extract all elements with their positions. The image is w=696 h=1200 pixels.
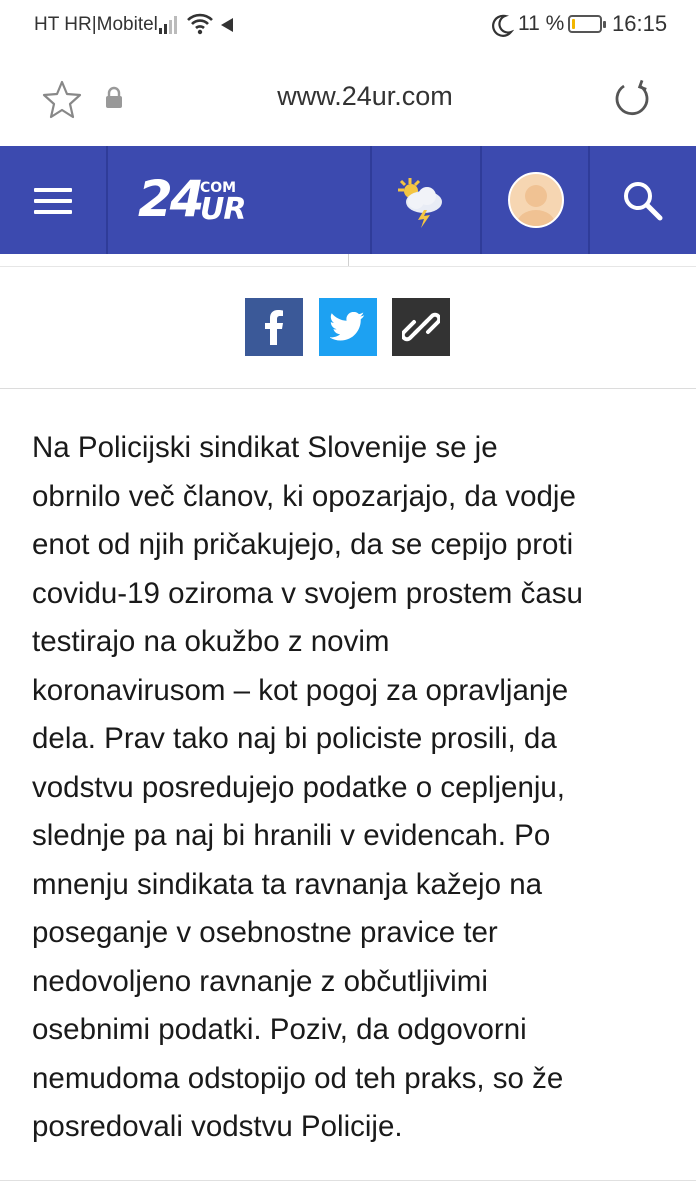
browser-url-bar bbox=[0, 54, 696, 146]
bottom-divider bbox=[0, 1180, 696, 1181]
article-line: nedovoljeno ravnanje z občutljivimi bbox=[32, 964, 488, 998]
article-line: testirajo na okužbo z novim bbox=[32, 625, 390, 658]
lock-icon bbox=[104, 86, 124, 110]
header-divider bbox=[480, 146, 482, 254]
article-body bbox=[32, 424, 672, 1152]
section-divider bbox=[0, 388, 696, 389]
header-divider bbox=[370, 146, 372, 254]
site-header bbox=[0, 146, 696, 254]
battery-level-fill bbox=[572, 19, 575, 29]
article-line: dela. Prav tako naj bi policiste prosili, da bbox=[32, 722, 557, 755]
header-subbar bbox=[0, 254, 696, 267]
status-clock: 16:15 bbox=[612, 11, 668, 36]
link-icon bbox=[402, 308, 440, 346]
twitter-share-button[interactable] bbox=[319, 298, 377, 356]
logo-ur: UR bbox=[200, 192, 246, 227]
article-line: slednje pa naj bi hranili v evidencah. Po bbox=[32, 819, 551, 852]
facebook-icon bbox=[259, 309, 289, 345]
location-arrow-icon bbox=[220, 17, 234, 33]
moon-icon bbox=[490, 13, 514, 39]
weather-icon[interactable] bbox=[394, 174, 450, 230]
article-line: Na Policijski sindikat Slovenije se je bbox=[32, 431, 498, 464]
facebook-share-button[interactable] bbox=[245, 298, 303, 356]
article-line: mnenju sindikata ta ravnanja kažejo na bbox=[32, 867, 543, 901]
battery-icon bbox=[568, 15, 602, 33]
article-line: poseganje v osebnostne pravice ter bbox=[32, 916, 498, 949]
carrier-name: HT HR|Mobitel bbox=[34, 14, 158, 35]
star-icon[interactable] bbox=[42, 79, 82, 119]
logo-main: 24 bbox=[138, 170, 202, 228]
header-divider bbox=[106, 146, 108, 254]
article-line: vodstvu posredujejo podatke o cepljenju, bbox=[32, 770, 566, 804]
header-divider bbox=[588, 146, 590, 254]
signal-icon bbox=[158, 14, 184, 36]
article-line: posredovali vodstvu Policije. bbox=[32, 1110, 403, 1143]
subbar-divider bbox=[348, 254, 349, 266]
status-bar bbox=[0, 0, 696, 54]
avatar-icon[interactable] bbox=[508, 172, 564, 228]
menu-icon[interactable] bbox=[34, 188, 72, 221]
reload-icon[interactable] bbox=[612, 78, 652, 118]
twitter-icon bbox=[330, 312, 366, 342]
article-line: koronavirusom – kot pogoj za opravljanje bbox=[32, 673, 569, 707]
article-line: obrnilo več članov, ki opozarjajo, da vodje bbox=[32, 479, 576, 513]
battery-percent: 11 % bbox=[518, 12, 565, 35]
article-line: covidu-19 oziroma v svojem prostem času bbox=[32, 576, 583, 610]
search-icon[interactable] bbox=[622, 180, 664, 222]
site-logo[interactable] bbox=[138, 170, 246, 230]
url-text[interactable]: www.24ur.com bbox=[277, 81, 453, 111]
wifi-icon bbox=[186, 12, 214, 36]
article-line: enot od njih pričakujejo, da se cepijo proti bbox=[32, 528, 574, 561]
logo-com: COM bbox=[200, 180, 237, 196]
article-line: osebnimi podatki. Poziv, da odgovorni bbox=[32, 1013, 527, 1046]
article-line: nemudoma odstopijo od teh praks, so že bbox=[32, 1061, 564, 1095]
copy-link-button[interactable] bbox=[392, 298, 450, 356]
